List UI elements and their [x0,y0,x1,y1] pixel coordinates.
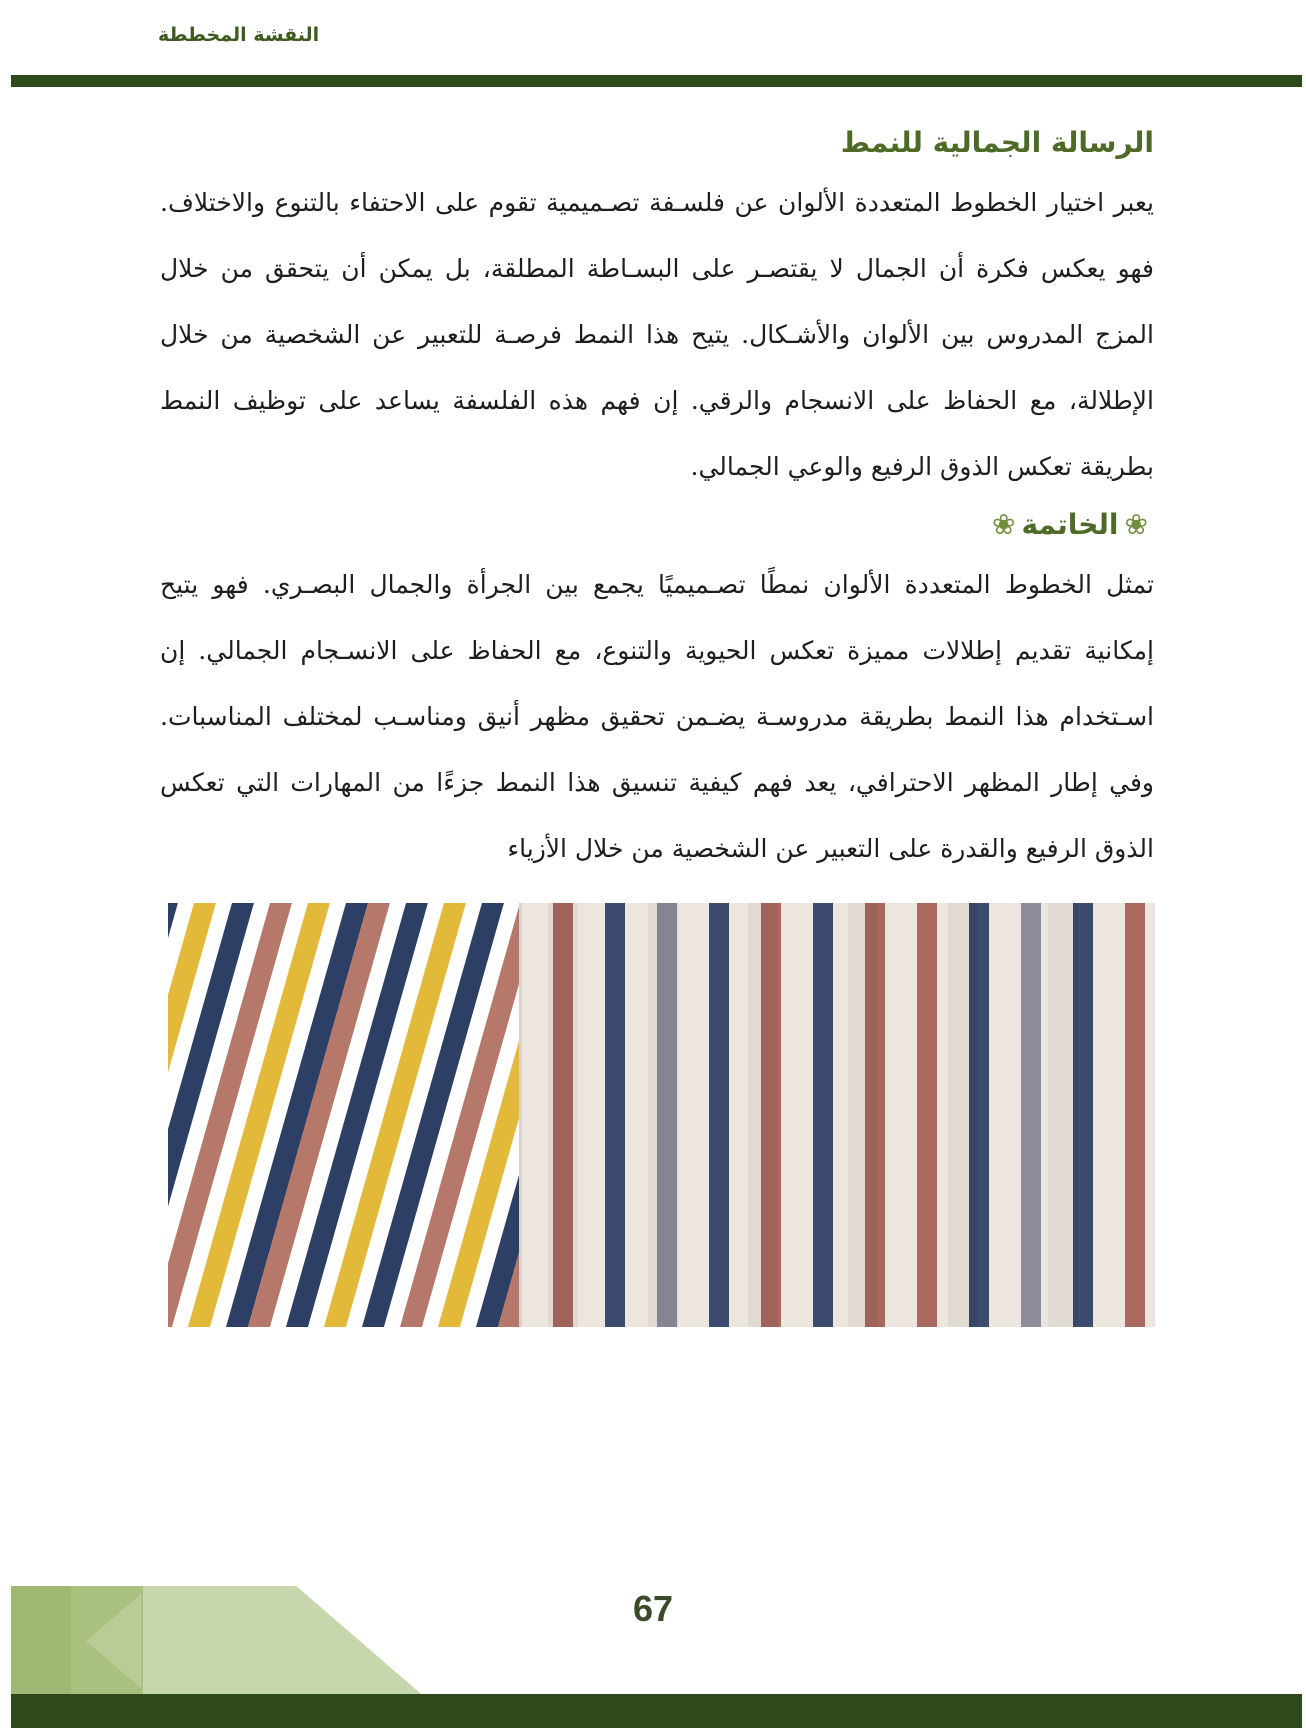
paragraph-conclusion: تمثل الخطوط المتعددة الألوان نمطًا تصـميميًا يجمع بين الجرأة والجمال البصـري. فهو يتيح إمكانية تقديم إطلالات مميزة تعكس الحيوية والتنوع، مع الحفاظ على الانسـجام الجمالي. إن اسـتخدام هذا النمط بطريقة مدروسـة يضـمن تحقيق مظهر أنيق ومناسـب لمختلف المناسبات. وفي إطار المظهر الاحترافي، يعد فهم كيفية تنسيق هذا النمط جزءًا من المهارات التي تعكس الذوق الرفيع والقدرة على التعبير عن الشخصية من خلال الأزياء [160,570,1154,863]
fabric-stripe [1125,903,1145,1327]
fabric-stripe [781,903,813,1327]
striped-fabric-photo [168,903,1155,1327]
fabric-stripe [917,903,937,1327]
fabric-stripe [1021,903,1041,1327]
header-rule [11,75,1302,87]
section-title-aesthetic-message [160,118,1154,168]
fabric-stripe [605,903,625,1327]
running-header-title: النقشة المخططة [158,24,320,46]
fabric-stripe [813,903,833,1327]
section-title-conclusion [160,500,1154,550]
page-content [160,118,1154,882]
fabric-stripe [1145,903,1155,1327]
fabric-stripe [1093,903,1125,1327]
footer-band [11,1694,1302,1728]
fabric-stripe [885,903,917,1327]
fabric-stripe [989,903,1021,1327]
section-title-text: الرسالة الجمالية للنمط [840,126,1154,159]
striped-fabric-image [168,903,1155,1327]
fabric-stripe [709,903,729,1327]
fabric-stripe [677,903,709,1327]
page-number: 67 [632,1588,674,1629]
flower-icon: ❀ [991,508,1016,541]
flower-icon: ❀ [1124,508,1148,541]
paragraph-aesthetic-message: يعبر اختيار الخطوط المتعددة الألوان عن فلسـفة تصـميمية تقوم على الاحتفاء بالتنوع والاختلاف. فهو يعكس فكرة أن الجمال لا يقتصـر على البسـاطة المطلقة، بل يمكن أن يتحقق من خلال المزج المدروس بين الألوان والأشـكال. يتيح هذا النمط فرصـة للتعبير عن الشخصية من خلال الإطلالة، مع الحفاظ على الانسجام والرقي. إن فهم هذه الفلسفة يساعد على توظيف النمط بطريقة تعكس الذوق الرفيع والوعي الجمالي. [160,188,1154,481]
section-title-text: الخاتمة [1021,508,1119,541]
